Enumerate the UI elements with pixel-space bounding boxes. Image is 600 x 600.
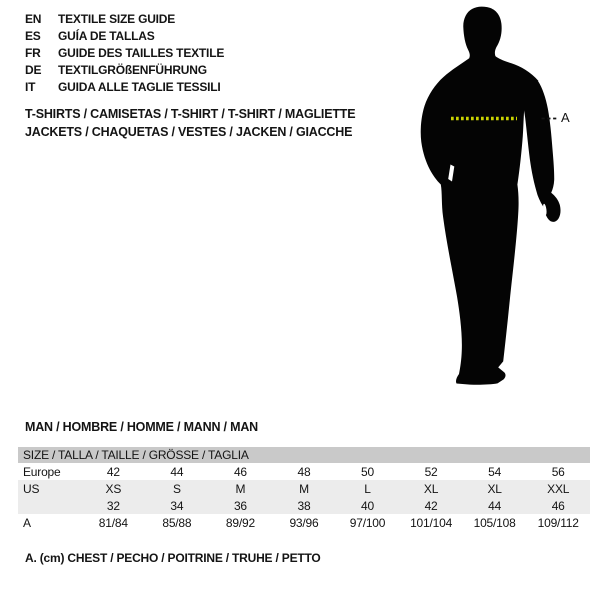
size-cell: 81/84 xyxy=(98,515,128,530)
size-table-header-row xyxy=(18,447,590,463)
size-cell: M xyxy=(235,481,246,496)
size-cell: 38 xyxy=(297,498,311,513)
size-cell: M xyxy=(299,481,309,496)
table-row-numeric xyxy=(18,497,590,514)
category-line-jackets: JACKETS / CHAQUETAS / VESTES / JACKEN / GIACCHE xyxy=(25,125,353,139)
man-body-shape xyxy=(421,7,539,385)
row-label-cell: Europe xyxy=(23,464,61,479)
size-cell: 109/112 xyxy=(537,515,579,530)
size-cell: XL xyxy=(487,481,502,496)
garment-categories xyxy=(25,105,355,141)
language-guide-list xyxy=(25,11,224,96)
size-cell: 40 xyxy=(361,498,374,513)
size-cell: 46 xyxy=(233,464,247,479)
row-label-cell: A xyxy=(23,515,31,530)
size-cell: 44 xyxy=(170,464,184,479)
size-cell: 50 xyxy=(361,464,374,479)
size-cell: XXL xyxy=(547,481,570,496)
footnote-chest-measurement: A. (cm) CHEST / PECHO / POITRINE / TRUHE / PETTO xyxy=(25,551,321,565)
language-row-it xyxy=(25,79,224,96)
language-row-fr xyxy=(25,45,224,62)
size-cell: XL xyxy=(423,481,439,496)
size-cell: 48 xyxy=(297,464,311,479)
size-cell: 56 xyxy=(551,464,565,479)
size-cell: XS xyxy=(105,481,122,496)
size-cell: 97/100 xyxy=(349,515,386,530)
language-code: DE xyxy=(25,63,42,77)
size-table-header: SIZE / TALLA / TAILLE / GRÖSSE / TAGLIA xyxy=(23,448,249,462)
size-cell: 34 xyxy=(170,498,184,513)
size-cell: S xyxy=(172,481,181,496)
section-title-man: MAN / HOMBRE / HOMME / MANN / MAN xyxy=(25,420,258,434)
size-cell: 93/96 xyxy=(289,515,319,530)
language-code: ES xyxy=(25,29,41,43)
language-label: GUÍA DE TALLAS xyxy=(58,29,155,43)
language-label: GUIDA ALLE TAGLIE TESSILI xyxy=(58,80,221,94)
size-cell: 44 xyxy=(488,498,502,513)
size-cell: 36 xyxy=(233,498,247,513)
language-row-es xyxy=(25,28,224,45)
language-code: EN xyxy=(25,12,42,26)
category-line-tshirts: T-SHIRTS / CAMISETAS / T-SHIRT / T-SHIRT / MAGLIETTE xyxy=(25,107,356,121)
language-label: TEXTILE SIZE GUIDE xyxy=(58,12,176,26)
size-cell: 32 xyxy=(106,498,120,513)
man-silhouette-figure xyxy=(408,4,574,396)
size-cell: 101/104 xyxy=(410,515,453,530)
size-cell: 46 xyxy=(551,498,565,513)
row-label-cell: US xyxy=(23,481,40,496)
size-cell: 42 xyxy=(424,498,438,513)
size-cell: 42 xyxy=(106,464,120,479)
language-row-en xyxy=(25,11,224,28)
size-table xyxy=(18,447,590,531)
language-code: IT xyxy=(25,80,36,94)
size-cell: 105/108 xyxy=(473,515,516,530)
row-label-cell xyxy=(18,497,82,514)
size-cell: 89/92 xyxy=(225,515,255,530)
table-row-chest-a xyxy=(18,514,590,531)
size-cell: 54 xyxy=(488,464,502,479)
language-code: FR xyxy=(25,46,41,60)
table-row-us xyxy=(18,480,590,497)
size-cell: L xyxy=(364,481,371,496)
language-row-de xyxy=(25,62,224,79)
size-cell: 52 xyxy=(424,464,438,479)
language-label: TEXTILGRÖßENFÜHRUNG xyxy=(58,63,207,77)
measurement-label-a: A xyxy=(561,110,570,125)
language-label: GUIDE DES TAILLES TEXTILE xyxy=(58,46,225,60)
size-cell: 85/88 xyxy=(162,515,192,530)
table-row-europe xyxy=(18,463,590,480)
